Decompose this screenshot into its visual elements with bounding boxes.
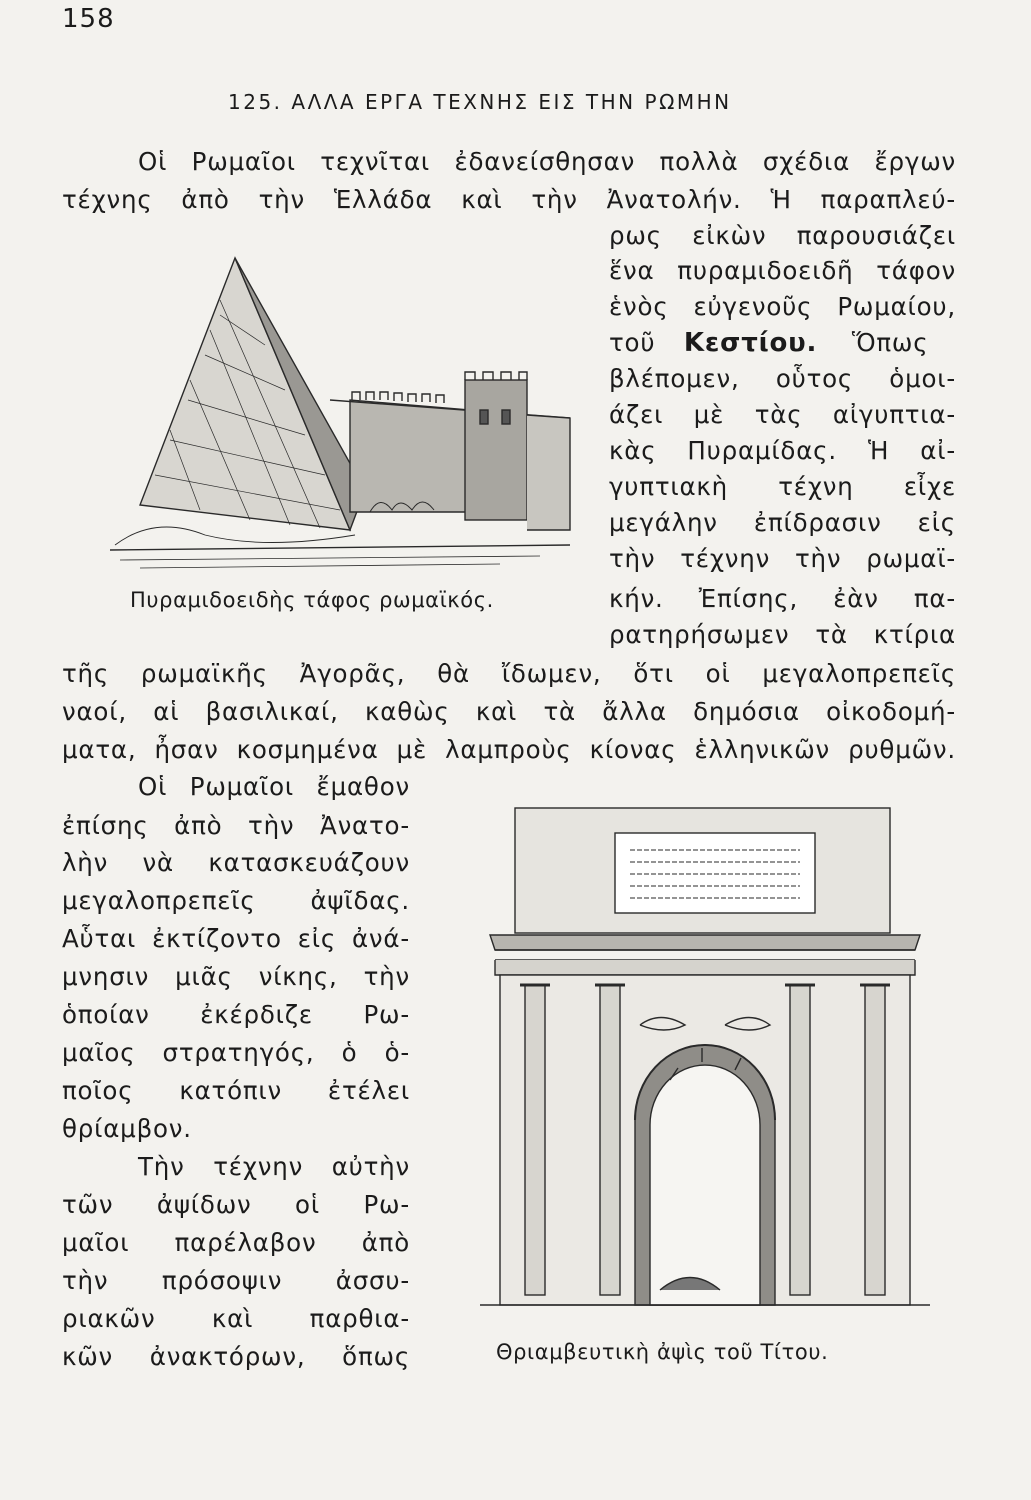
text-line: τὴν τέχνην τὴν ρωμαϊ- [609, 544, 956, 573]
text-line: ρατηρήσωμεν τὰ κτίρια [609, 620, 956, 649]
text-line: τῶν ἀψίδων οἱ Ρω- [62, 1190, 410, 1219]
pyramid-caption: Πυραμιδοειδὴς τάφος ρωμαϊκός. [130, 588, 494, 612]
arch-illustration [470, 800, 940, 1320]
text-line: ναοί, αἱ βασιλικαί, καθὼς καὶ τὰ ἄλλα δημόσια οἰκοδομή- [62, 697, 956, 726]
text-line: κήν. Ἐπίσης, ἐὰν πα- [609, 584, 956, 613]
text-line: άζει μὲ τὰς αἰγυπτια- [609, 400, 956, 429]
text-line: μεγαλοπρεπεῖς ἀψῖδας. [62, 886, 410, 915]
text-line: κὰς Πυραμίδας. Ἡ αἰ- [609, 436, 956, 465]
text-line: ἐπίσης ἀπὸ τὴν Ἀνατο- [62, 811, 410, 840]
text-line: μεγάλην ἐπίδρασιν εἰς [609, 508, 956, 537]
text-line: λὴν νὰ κατασκευάζουν [62, 848, 410, 877]
text-line [609, 328, 956, 358]
text-line: Αὗται ἐκτίζοντο εἰς ἀνά- [62, 924, 410, 953]
text-line: τέχνης ἀπὸ τὴν Ἑλλάδα καὶ τὴν Ἀνατολήν. Ἡ παραπλεύ- [62, 185, 956, 214]
pyramid-illustration [100, 250, 575, 575]
page-number: 158 [62, 4, 115, 34]
bold-name: Κεστίου. [683, 328, 818, 358]
text-line: Οἱ Ρωμαῖοι τεχνῖται ἐδανείσθησαν πολλὰ σχέδια ἔργων [138, 147, 956, 176]
text-line: μαῖος στρατηγός, ὁ ὁ- [62, 1038, 410, 1067]
text-line: Τὴν τέχνην αὐτὴν [138, 1152, 410, 1181]
text-line: ἑνὸς εὐγενοῦς Ρωμαίου, [609, 292, 956, 321]
text-line: κῶν ἀνακτόρων, ὅπως [62, 1342, 410, 1371]
text-fragment: τοῦ [609, 328, 656, 357]
text-line: ματα, ἦσαν κοσμημένα μὲ λαμπροὺς κίονας ἑλληνικῶν ρυθμῶν. [62, 735, 956, 764]
text-line: ἕνα πυραμιδοειδῆ τάφον [609, 256, 956, 285]
text-fragment: Ὅπως [851, 328, 929, 357]
text-line: ρως εἰκὼν παρουσιάζει [609, 221, 956, 250]
text-line: μνησιν μιᾶς νίκης, τὴν [62, 962, 410, 991]
text-line: μαῖοι παρέλαβον ἀπὸ [62, 1228, 410, 1257]
text-line: ὁποίαν ἐκέρδιζε Ρω- [62, 1000, 410, 1029]
text-line: βλέπομεν, οὗτος ὁμοι- [609, 364, 956, 393]
arch-caption: Θριαμβευτικὴ ἀψὶς τοῦ Τίτου. [496, 1340, 829, 1364]
text-line: τὴν πρόσοψιν ἀσσυ- [62, 1266, 410, 1295]
text-line: τῆς ρωμαϊκῆς Ἀγορᾶς, θὰ ἴδωμεν, ὅτι οἱ μεγαλοπρεπεῖς [62, 659, 956, 688]
text-line: ποῖος κατόπιν ἐτέλει [62, 1076, 410, 1105]
section-heading: 125. ΑΛΛΑ ΕΡΓΑ ΤΕΧΝΗΣ ΕΙΣ ΤΗΝ ΡΩΜΗΝ [228, 90, 732, 114]
text-line: θρίαμβον. [62, 1114, 192, 1143]
text-line: Οἱ Ρωμαῖοι ἔμαθον [138, 772, 410, 801]
text-line: ριακῶν καὶ παρθια- [62, 1304, 410, 1333]
text-line: γυπτιακὴ τέχνη εἶχε [609, 472, 956, 501]
